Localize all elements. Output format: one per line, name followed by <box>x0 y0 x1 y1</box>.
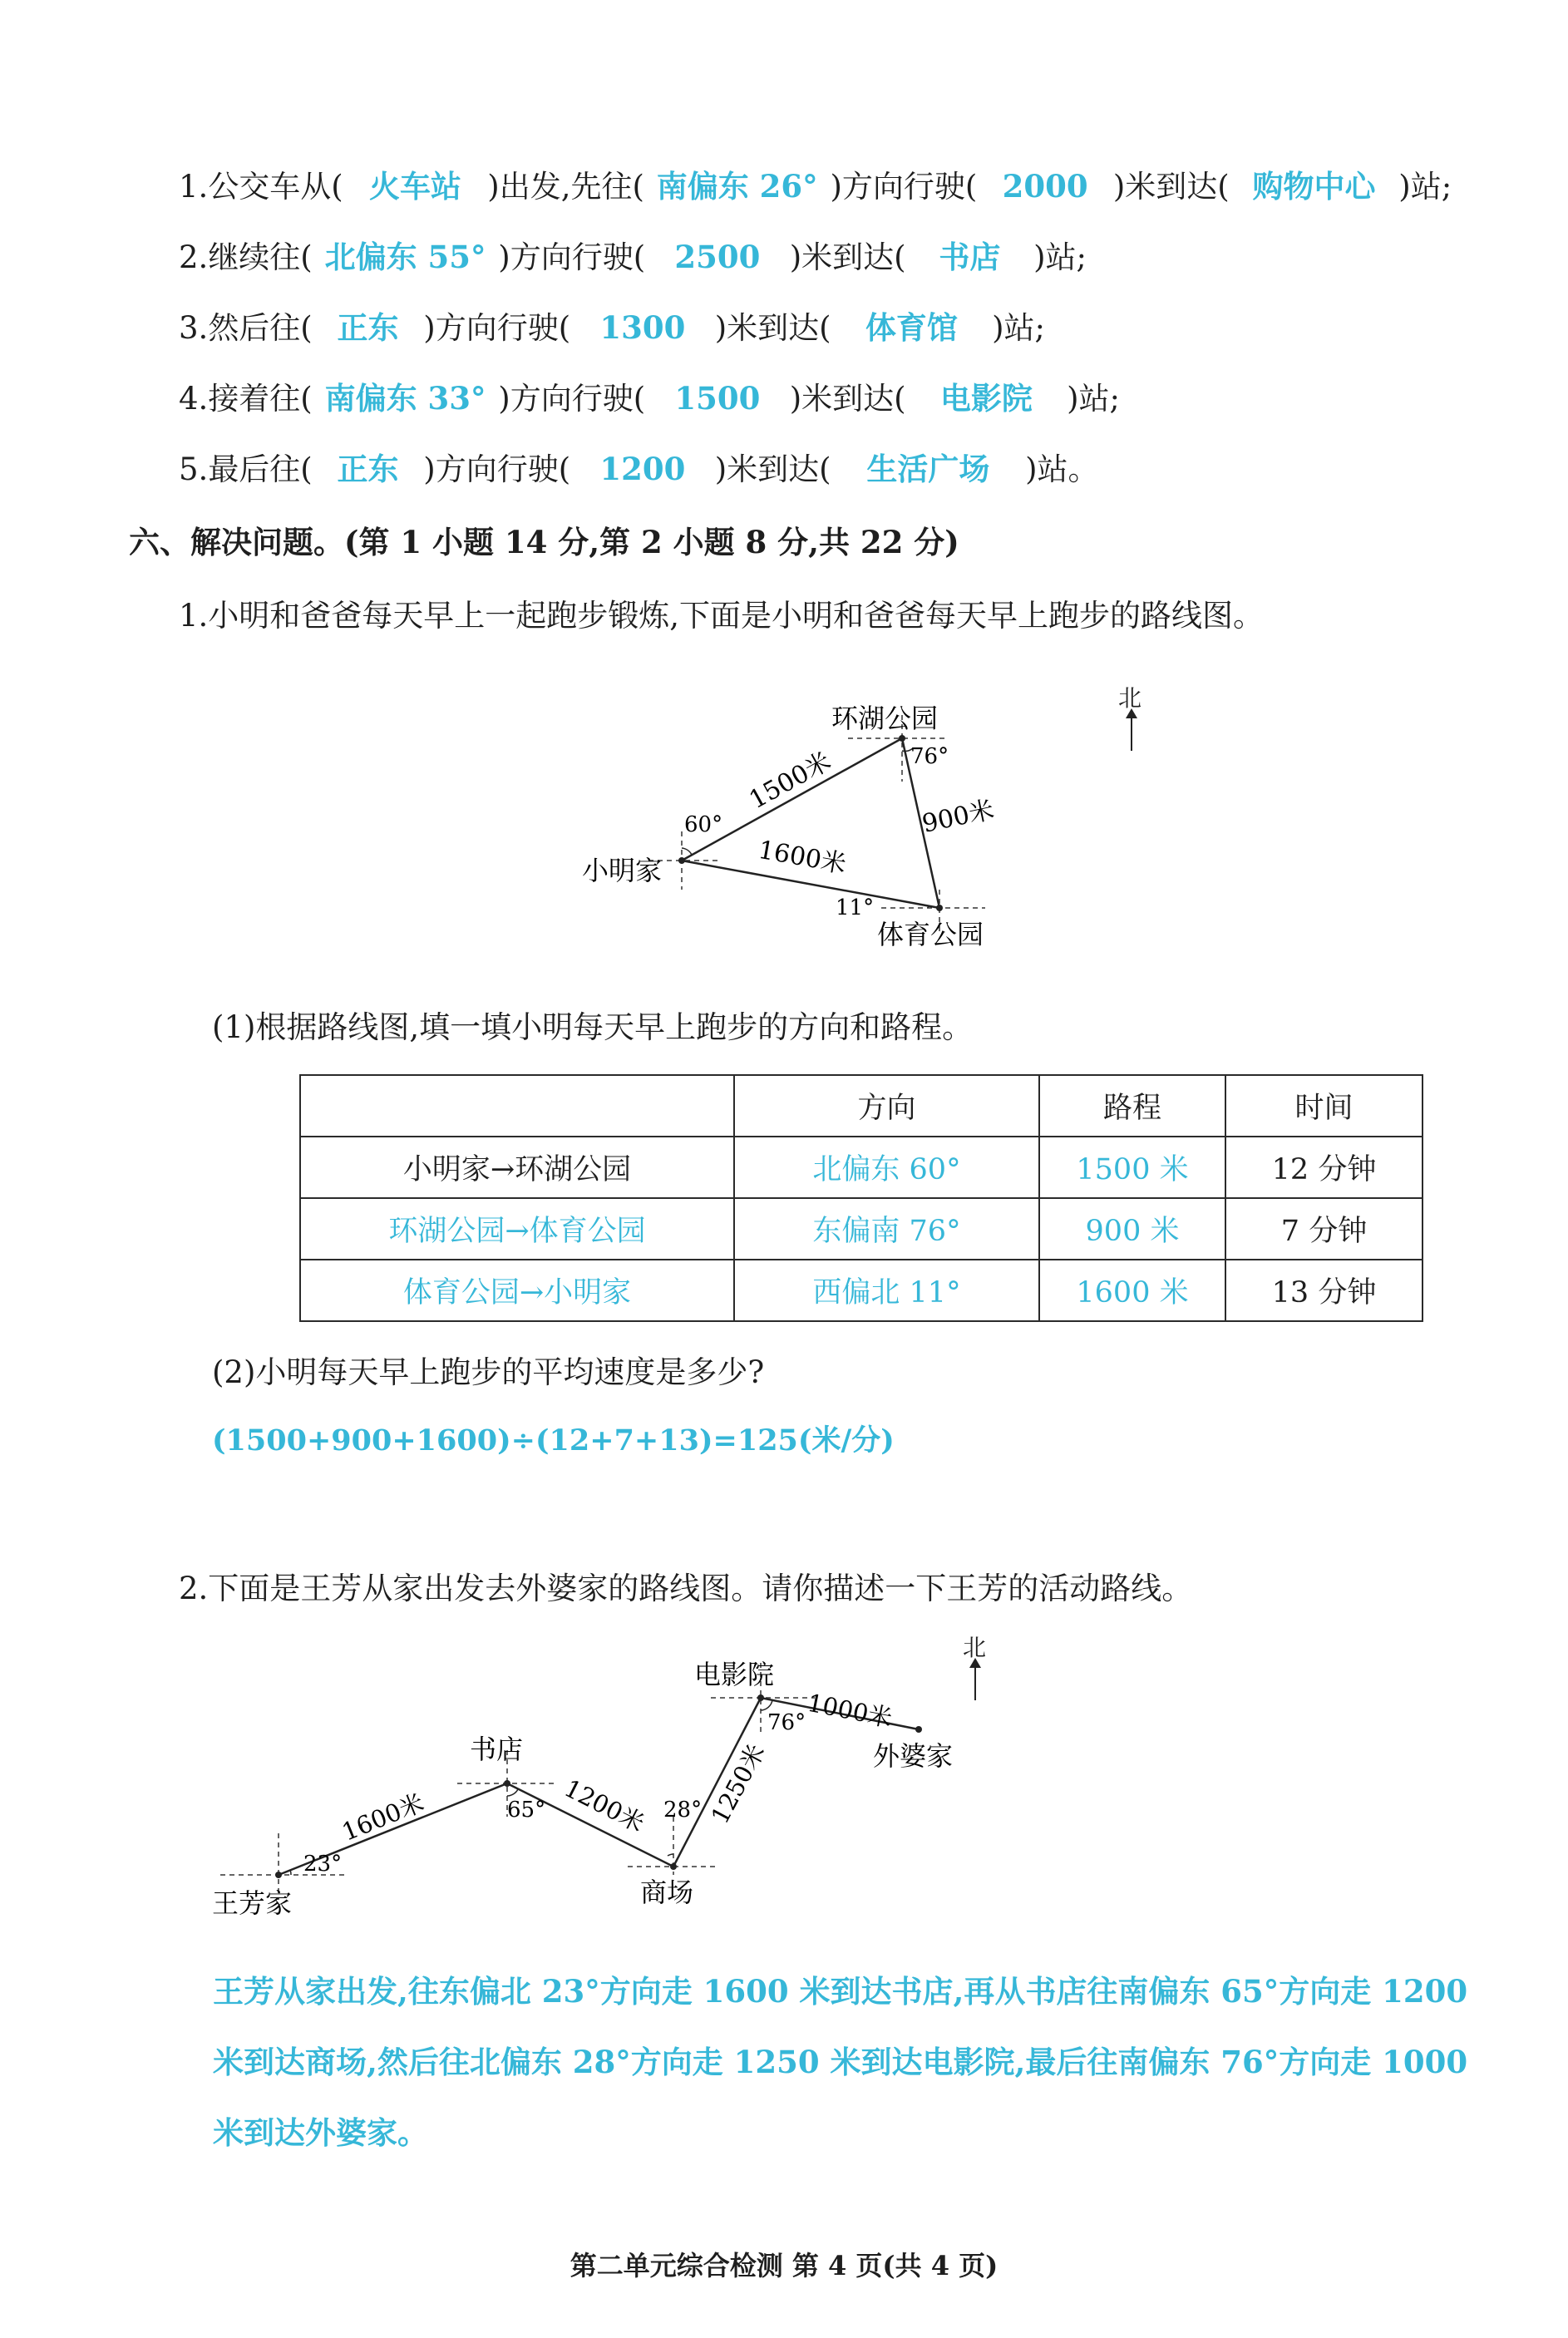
answer-blank: 书店 <box>939 239 1001 275</box>
place-label: 商场 <box>640 1877 694 1908</box>
section-heading: 六、解决问题。(第 1 小题 14 分,第 2 小题 8 分,共 22 分) <box>129 524 959 560</box>
table-header <box>300 1075 734 1137</box>
fill-line-4: 4.接着往( 南偏东 33° )方向行驶( 1500 )米到达( 电影院 )站; <box>179 380 1120 417</box>
table-header: 方向 <box>734 1075 1039 1137</box>
question-1-text: 1.小明和爸爸每天早上一起跑步锻炼,下面是小明和爸爸每天早上跑步的路线图。 <box>179 598 1265 634</box>
answer-blank: 1200 <box>599 451 686 487</box>
time-cell: 12 分钟 <box>1225 1137 1423 1198</box>
fill-line-1: 1.公交车从( 火车站 )出发,先往( 南偏东 26° )方向行驶( 2000 )米到达( 购物中心 )站; <box>179 168 1452 205</box>
answer-blank: 体育馆 <box>865 309 958 346</box>
angle-label: 23° <box>303 1852 343 1877</box>
place-label: 王芳家 <box>212 1887 293 1919</box>
answer-blank: 2500 <box>674 239 761 275</box>
angle-label: 76° <box>767 1710 806 1735</box>
question-2-text: 2.下面是王芳从家出发去外婆家的路线图。请你描述一下王芳的活动路线。 <box>179 1571 1193 1606</box>
table-row <box>300 1137 1423 1198</box>
direction-cell: 北偏东 60° <box>734 1137 1039 1198</box>
distance-label: 1000米 <box>805 1688 895 1733</box>
route-map-2 <box>208 1642 1039 1921</box>
answer-blank: 南偏东 26° <box>656 168 818 205</box>
answer-blank: 1500 <box>674 380 761 417</box>
table-header-row <box>300 1075 1423 1137</box>
distance-label: 1600米 <box>756 835 849 880</box>
subquestion-2-answer: (1500+900+1600)÷(12+7+13)=125(米/分) <box>212 1423 895 1458</box>
angle-label: 76° <box>910 744 949 769</box>
subquestion-1: (1)根据路线图,填一填小明每天早上跑步的方向和路程。 <box>212 1009 974 1045</box>
answer-blank: 北偏东 55° <box>324 239 486 275</box>
route-cell: 体育公园→小明家 <box>300 1260 734 1321</box>
distance-label: 900米 <box>920 795 997 839</box>
angle-label: 11° <box>836 895 875 920</box>
table-header: 时间 <box>1225 1075 1423 1137</box>
answer-blank: 生活广场 <box>866 451 990 487</box>
north-label: 北 <box>1118 684 1142 712</box>
route-cell: 环湖公园→体育公园 <box>300 1198 734 1260</box>
north-arrow-icon <box>974 1663 976 1700</box>
answer-line: 米到达商场,然后往北偏东 28°方向走 1250 米到达电影院,最后往南偏东 76°方向走 1000 <box>213 2044 1468 2080</box>
distance-label: 1500米 <box>744 747 836 816</box>
fill-line-2: 2.继续往( 北偏东 55° )方向行驶( 2500 )米到达( 书店 )站; <box>179 239 1087 275</box>
answer-blank: 南偏东 33° <box>324 380 486 417</box>
place-label: 电影院 <box>694 1659 775 1690</box>
table-header: 路程 <box>1039 1075 1225 1137</box>
table-row <box>300 1260 1423 1321</box>
fill-line-5: 5.最后往( 正东 )方向行驶( 1200 )米到达( 生活广场 )站。 <box>179 451 1099 487</box>
distance-cell: 1500 米 <box>1039 1137 1225 1198</box>
answer-blank: 火车站 <box>369 168 462 205</box>
answer-blank: 正东 <box>337 309 399 346</box>
distance-label: 1600米 <box>338 1788 428 1847</box>
angle-label: 60° <box>684 812 723 837</box>
distance-cell: 900 米 <box>1039 1198 1225 1260</box>
route-cell: 小明家→环湖公园 <box>300 1137 734 1198</box>
place-label: 体育公园 <box>877 919 984 950</box>
time-cell: 13 分钟 <box>1225 1260 1423 1321</box>
place-label: 小明家 <box>582 855 663 886</box>
distance-label: 1250米 <box>705 1739 771 1828</box>
answer-blank: 2000 <box>1002 168 1088 205</box>
answer-blank: 购物中心 <box>1252 168 1376 205</box>
direction-cell: 东偏南 76° <box>734 1198 1039 1260</box>
route-table <box>299 1074 1423 1322</box>
place-label: 环湖公园 <box>831 703 939 734</box>
place-label: 外婆家 <box>873 1740 954 1772</box>
fill-line-3: 3.然后往( 正东 )方向行驶( 1300 )米到达( 体育馆 )站; <box>179 309 1045 346</box>
table-row <box>300 1198 1423 1260</box>
page-footer: 第二单元综合检测 第 4 页(共 4 页) <box>570 2250 998 2281</box>
answer-line: 米到达外婆家。 <box>213 2114 428 2151</box>
direction-cell: 西偏北 11° <box>734 1260 1039 1321</box>
answer-blank: 1300 <box>599 309 686 346</box>
distance-cell: 1600 米 <box>1039 1260 1225 1321</box>
north-label: 北 <box>963 1634 987 1661</box>
angle-label: 28° <box>663 1798 703 1823</box>
angle-label: 65° <box>507 1798 546 1823</box>
route-map-1 <box>565 665 1064 973</box>
subquestion-2: (2)小明每天早上跑步的平均速度是多少? <box>212 1354 765 1390</box>
time-cell: 7 分钟 <box>1225 1198 1423 1260</box>
north-arrow-icon <box>1131 713 1132 751</box>
answer-blank: 电影院 <box>939 380 1033 417</box>
distance-label: 1200米 <box>560 1773 649 1838</box>
place-label: 书店 <box>470 1734 524 1765</box>
answer-line: 王芳从家出发,往东偏北 23°方向走 1600 米到达书店,再从书店往南偏东 65°方向走 1200 <box>213 1973 1468 2010</box>
answer-blank: 正东 <box>337 451 399 487</box>
